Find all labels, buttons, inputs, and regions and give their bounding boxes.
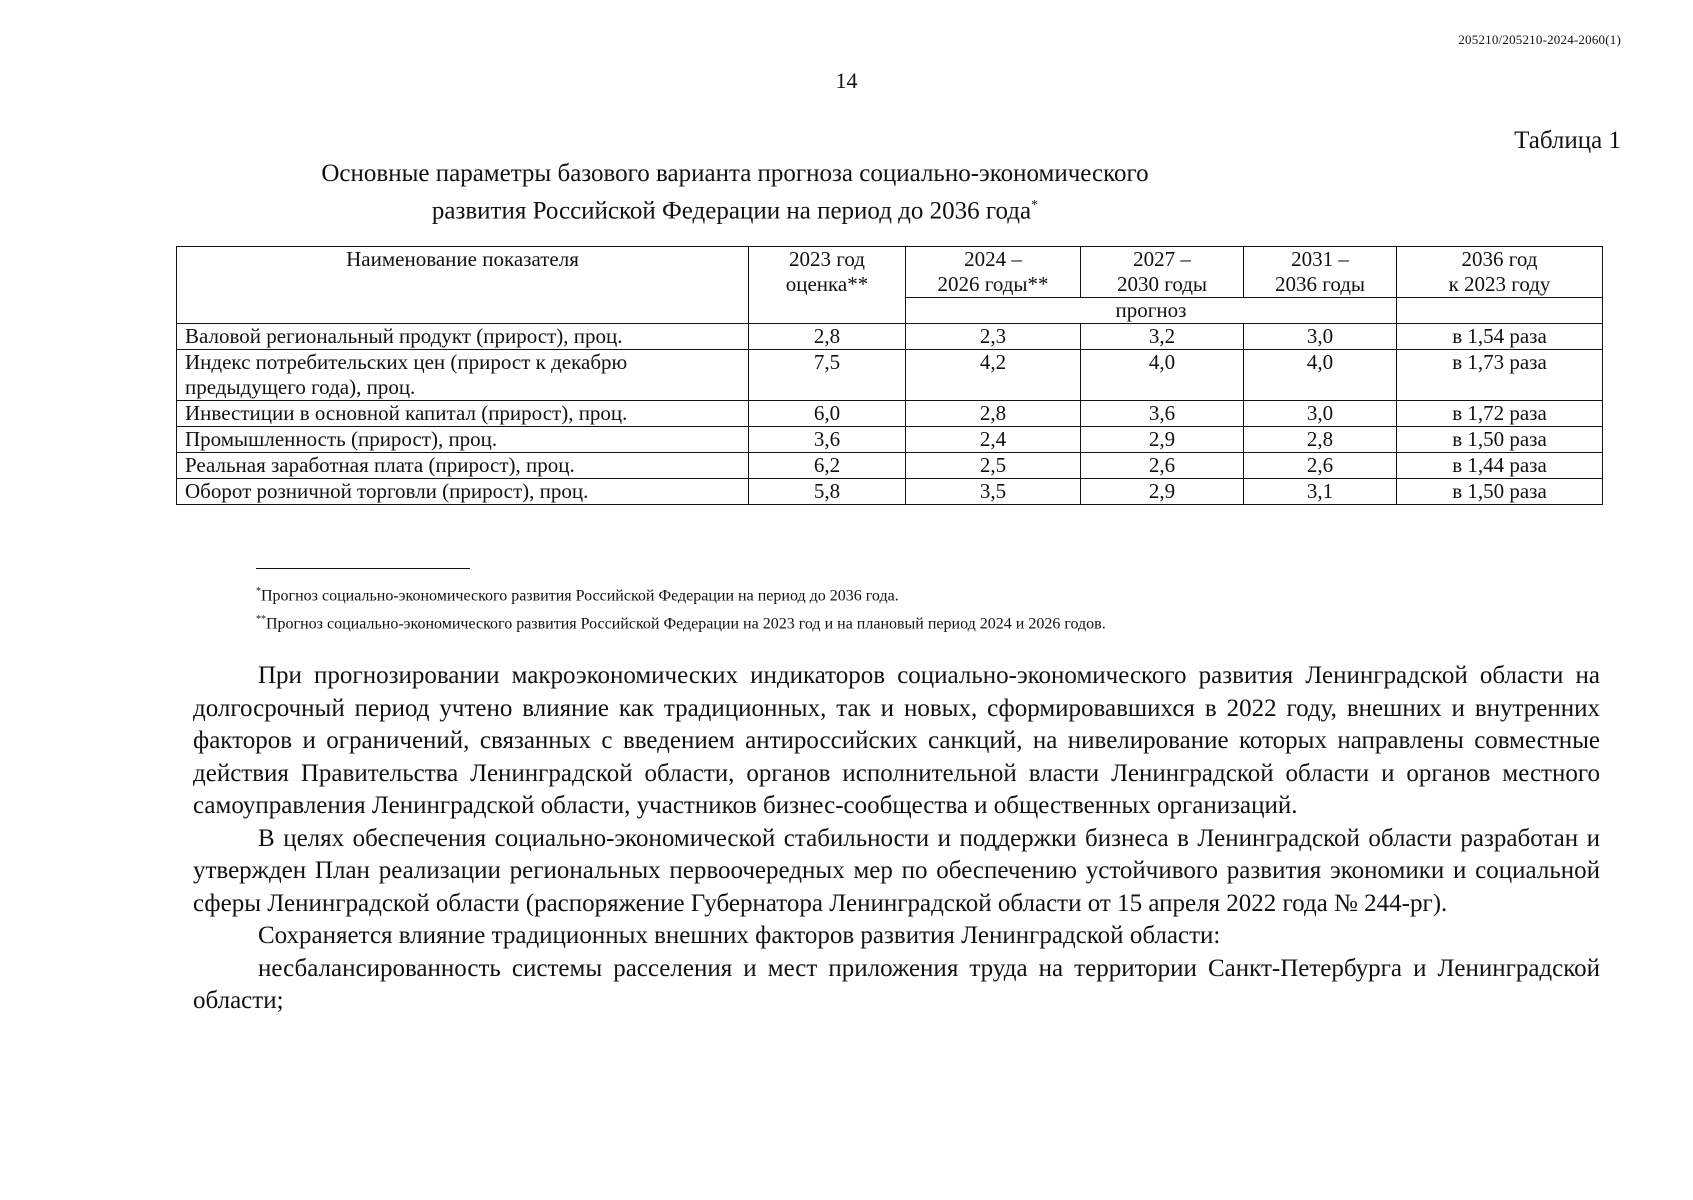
header-2024-2026: 2024 – 2026 годы** bbox=[906, 247, 1081, 298]
value-2031-2036: 4,0 bbox=[1244, 350, 1397, 401]
value-2036-vs-2023: в 1,72 раза bbox=[1397, 401, 1603, 427]
value-2024-2026: 2,4 bbox=[906, 427, 1081, 453]
paragraph: Сохраняется влияние традиционных внешних факторов развития Ленинградской области: bbox=[258, 922, 1221, 949]
value-2023: 6,0 bbox=[749, 401, 906, 427]
value-2024-2026: 4,2 bbox=[906, 350, 1081, 401]
table-row bbox=[177, 427, 1603, 453]
indicator-name: Оборот розничной торговли (прирост), проц. bbox=[177, 479, 749, 505]
value-2036-vs-2023: в 1,50 раза bbox=[1397, 479, 1603, 505]
value-2024-2026: 2,3 bbox=[906, 324, 1081, 350]
forecast-table bbox=[176, 246, 1603, 505]
header-2027-2030: 2027 – 2030 годы bbox=[1081, 247, 1244, 298]
value-2031-2036: 3,0 bbox=[1244, 401, 1397, 427]
value-2027-2030: 2,9 bbox=[1081, 479, 1244, 505]
value-2031-2036: 2,8 bbox=[1244, 427, 1397, 453]
body-text bbox=[193, 660, 1600, 1018]
value-2027-2030: 2,6 bbox=[1081, 453, 1244, 479]
indicator-name: Индекс потребительских цен (прирост к декабрю предыдущего года), проц. bbox=[177, 350, 749, 401]
footnotes bbox=[256, 580, 1556, 637]
value-2031-2036: 3,1 bbox=[1244, 479, 1397, 505]
footnote-1: *Прогноз социально-экономического развития Российской Федерации на период до 2036 года. bbox=[256, 586, 899, 605]
indicator-name: Валовой региональный продукт (прирост), проц. bbox=[177, 324, 749, 350]
value-2024-2026: 2,5 bbox=[906, 453, 1081, 479]
value-2023: 5,8 bbox=[749, 479, 906, 505]
header-2031-2036: 2031 – 2036 годы bbox=[1244, 247, 1397, 298]
value-2023: 7,5 bbox=[749, 350, 906, 401]
table-header-row bbox=[177, 247, 1603, 298]
value-2023: 2,8 bbox=[749, 324, 906, 350]
header-indicator-name: Наименование показателя bbox=[177, 247, 749, 324]
indicator-name: Промышленность (прирост), проц. bbox=[177, 427, 749, 453]
value-2036-vs-2023: в 1,73 раза bbox=[1397, 350, 1603, 401]
value-2023: 3,6 bbox=[749, 427, 906, 453]
value-2027-2030: 2,9 bbox=[1081, 427, 1244, 453]
table-row bbox=[177, 401, 1603, 427]
value-2036-vs-2023: в 1,54 раза bbox=[1397, 324, 1603, 350]
header-2036-vs-2023: 2036 год к 2023 году bbox=[1397, 247, 1603, 298]
value-2024-2026: 3,5 bbox=[906, 479, 1081, 505]
value-2036-vs-2023: в 1,44 раза bbox=[1397, 453, 1603, 479]
table-row bbox=[177, 479, 1603, 505]
table-row bbox=[177, 350, 1603, 401]
value-2023: 6,2 bbox=[749, 453, 906, 479]
value-2024-2026: 2,8 bbox=[906, 401, 1081, 427]
value-2036-vs-2023: в 1,50 раза bbox=[1397, 427, 1603, 453]
value-2027-2030: 3,6 bbox=[1081, 401, 1244, 427]
page-number: 14 bbox=[835, 68, 858, 93]
paragraph: несбалансированность системы расселения и мест приложения труда на территории Санкт-Петербурга и Ленинградской области; bbox=[193, 954, 1600, 1014]
paragraph: В целях обеспечения социально-экономической стабильности и поддержки бизнеса в Ленинградской области разработан и утвержден План реализации региональных первоочередных мер по обеспечению устойчивого развития экономики и социальной сферы Ленинградской области (распоряжение Губернатора Ленинградской области от 15 апреля 2022 года № 244-рг). bbox=[193, 824, 1600, 917]
indicator-name: Инвестиции в основной капитал (прирост), проц. bbox=[177, 401, 749, 427]
footnote-separator bbox=[256, 568, 470, 569]
table-row bbox=[177, 453, 1603, 479]
document-id: 205210/205210-2024-2060(1) bbox=[1458, 32, 1621, 47]
header-empty bbox=[1397, 298, 1603, 324]
value-2027-2030: 4,0 bbox=[1081, 350, 1244, 401]
table-label: Таблица 1 bbox=[1514, 127, 1621, 154]
indicator-name: Реальная заработная плата (прирост), проц. bbox=[177, 453, 749, 479]
header-forecast: прогноз bbox=[906, 298, 1397, 324]
title-footnote-marker: * bbox=[1031, 198, 1039, 213]
value-2031-2036: 2,6 bbox=[1244, 453, 1397, 479]
footnote-2: **Прогноз социально-экономического развития Российской Федерации на 2023 год и на плановый период 2024 и 2026 годов. bbox=[256, 614, 1106, 633]
paragraph: При прогнозировании макроэкономических индикаторов социально-экономического развития Ленинградской области на долгосрочный период учтено влияние как традиционных, так и новых, сформировавшихся в 2022 году, внешних и внутренних факторов и ограничений, связанных с введением антироссийских санкций, на нивелирование которых направлены совместные действия Правительства Ленинградской области, органов исполнительной власти Ленинградской области и органов местного самоуправления Ленинградской области, участников бизнес-сообщества и общественных организаций. bbox=[193, 662, 1600, 819]
value-2027-2030: 3,2 bbox=[1081, 324, 1244, 350]
header-2023: 2023 год оценка** bbox=[749, 247, 906, 324]
table-row bbox=[177, 324, 1603, 350]
value-2031-2036: 3,0 bbox=[1244, 324, 1397, 350]
table-title-line-2: развития Российской Федерации на период до 2036 года* bbox=[431, 197, 1039, 225]
table-title bbox=[200, 158, 1270, 227]
table-title-line-1: Основные параметры базового варианта прогноза социально-экономического bbox=[321, 160, 1149, 187]
